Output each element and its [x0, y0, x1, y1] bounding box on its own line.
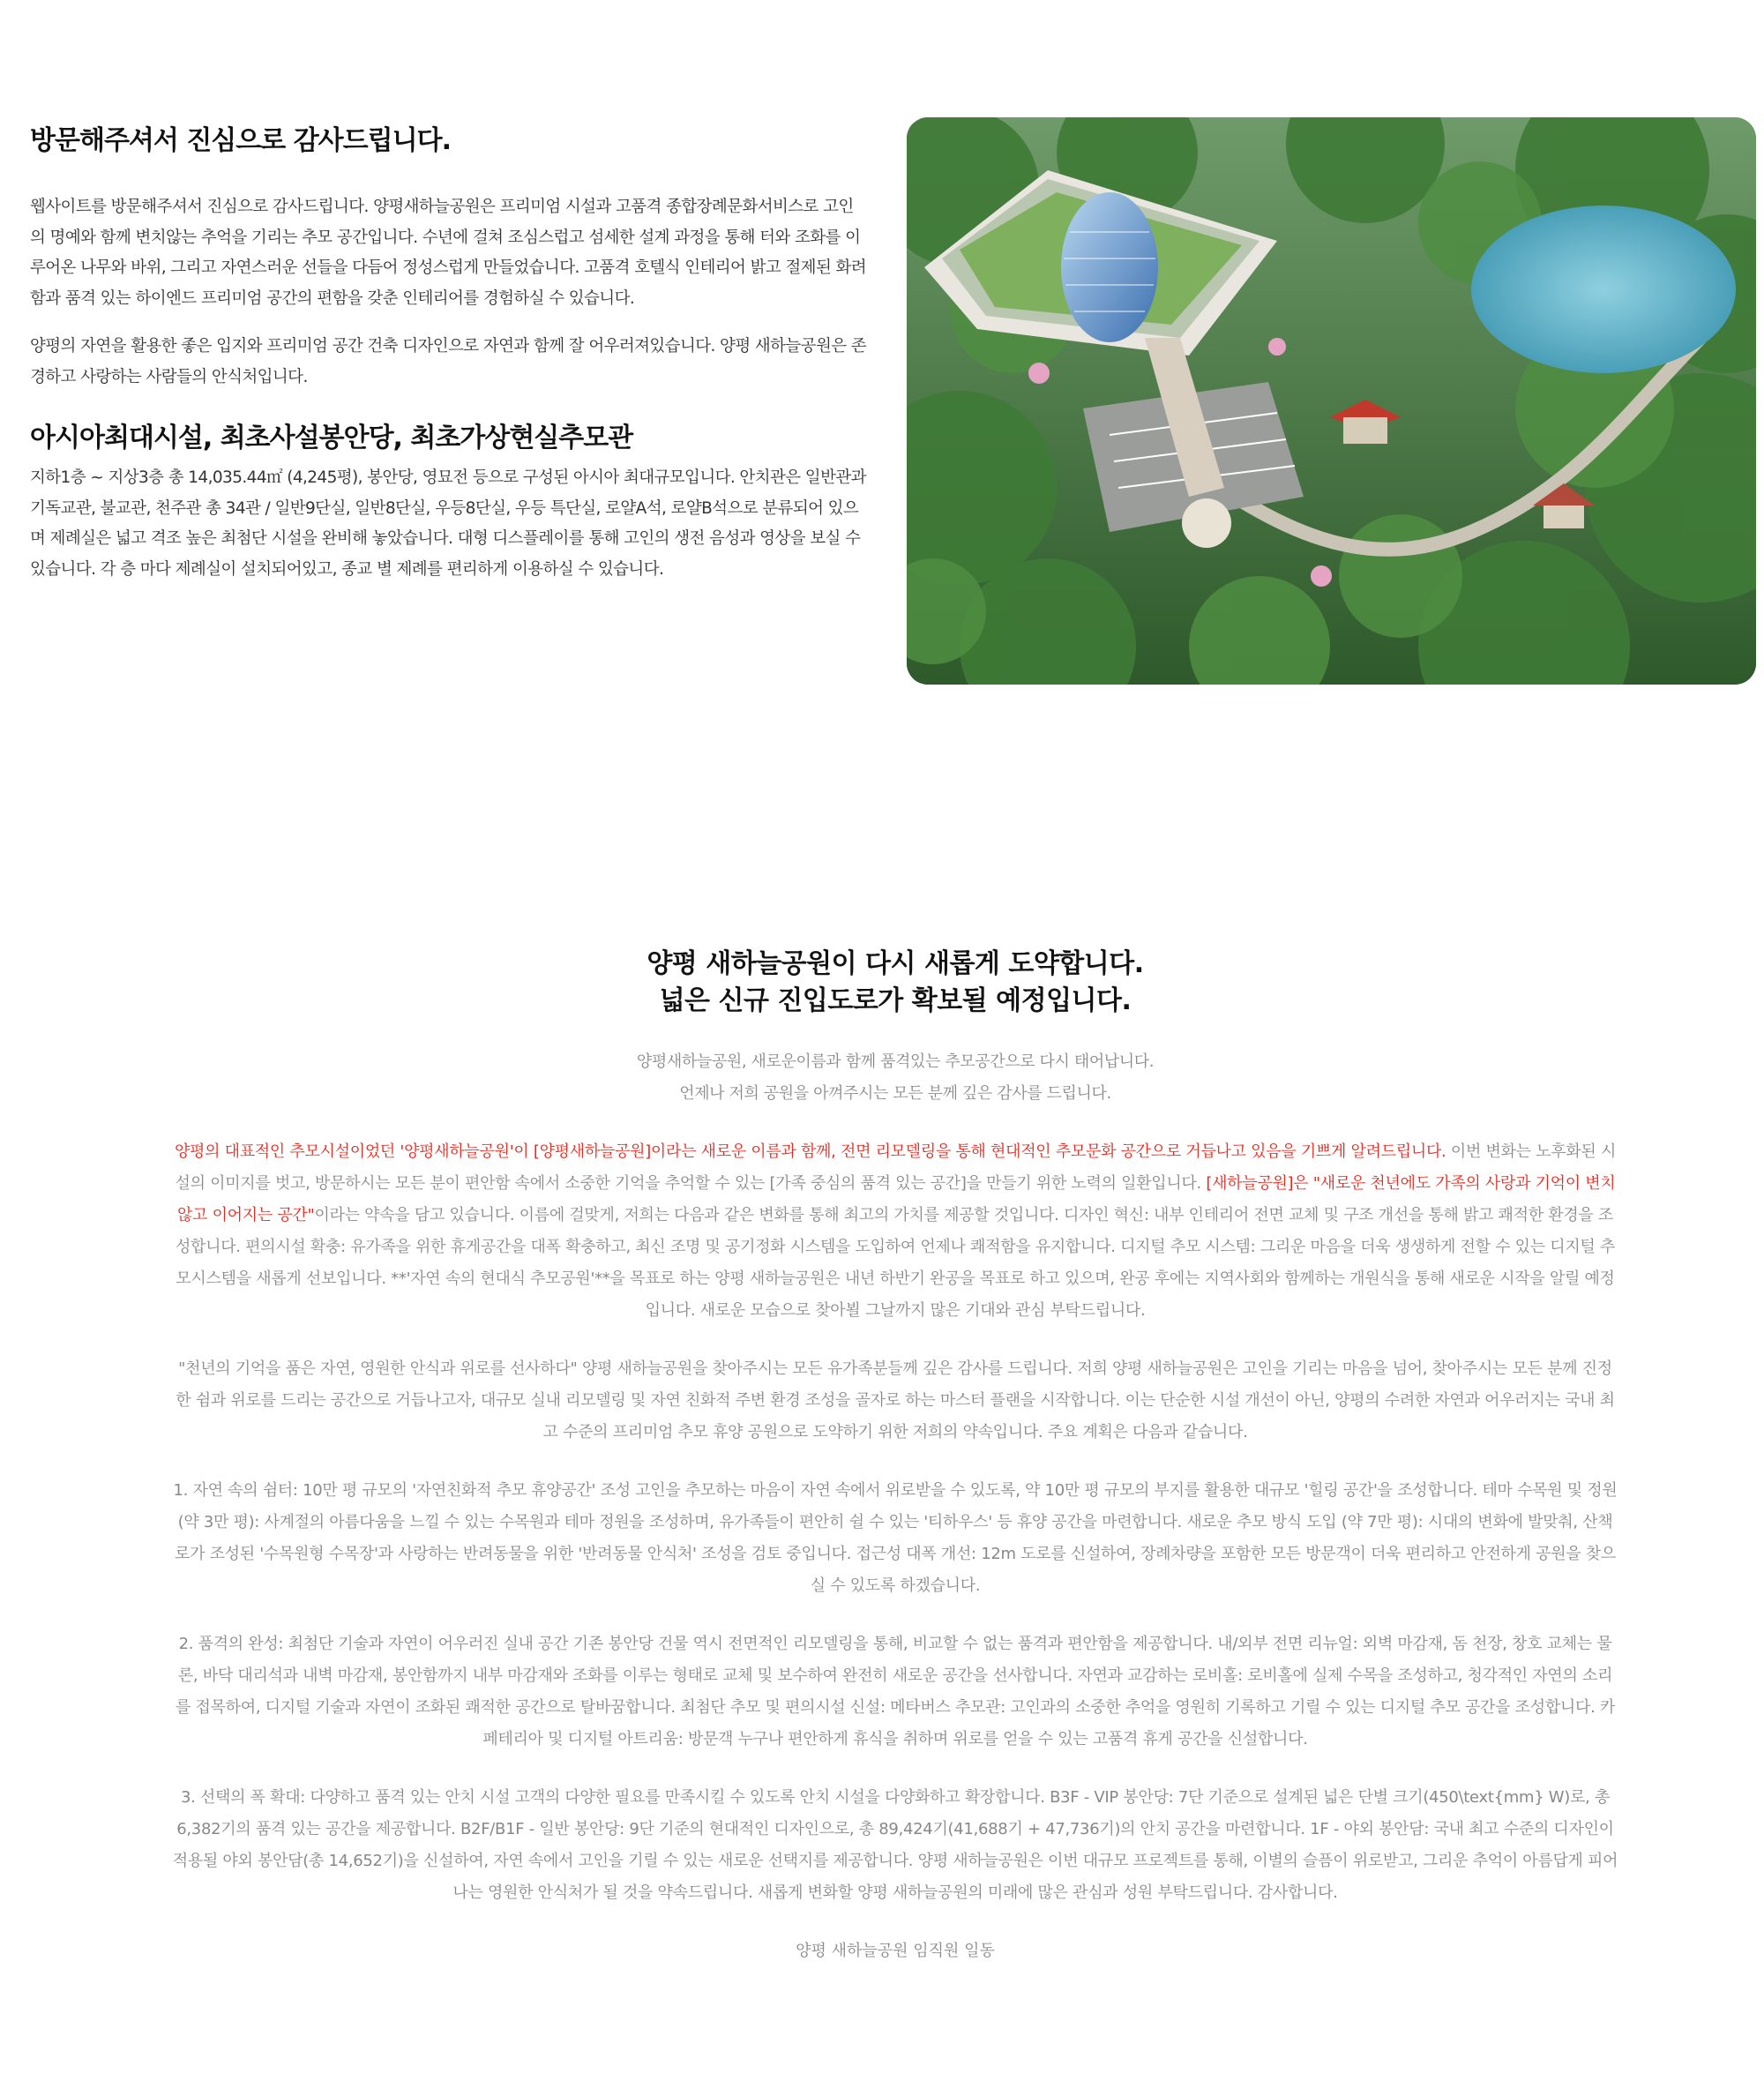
- plan-item-1: 1. 자연 속의 쉼터: 10만 평 규모의 '자연친화적 추모 휴양공간' 조성 고인을 추모하는 마음이 자연 속에서 위로받을 수 있도록, 약 10만 평 규모의 부지를 활용한 대규모 '힐링 공간'을 조성합니다. 테마 수목원 및 정원 (약 3만 평): 사계절의 아름다움을 느낄 수 있는 수목원과 테마 정원을 조성하며, 유가족들이 편안히 쉴 수 있는 '티하우스' 등 휴양 공간을 마련합니다. 새로운 추모 방식 도입 (약 7만 평): 시대의 변화에 발맞춰, 산책로가 조성된 '수목원형 수목장'과 사랑하는 반려동물을 위한 '반려동물 안식처' 조성을 검토 중입니다. 접근성 대폭 개선: 12m 도로를 신설하여, 장례차량을 포함한 모든 방문객이 더욱 편리하고 안전하게 공원을 찾으실 수 있도록 하겠습니다.: [173, 1481, 1618, 1595]
- intro-heading: 방문해주셔서 진심으로 감사드립니다.: [30, 125, 451, 156]
- facility-heading: 아시아최대시설, 최초사설봉안당, 최초가상현실추모관: [30, 423, 633, 453]
- renewal-highlight: 양평의 대표적인 추모시설이었던 '양평새하늘공원'이 [양평새하늘공원]이라는 새로운 이름과 함께, 전면 리모델링을 통해 현대적인 추모문화 공간으로 거듭나고 있음을 기쁘게 알려드립니다.: [174, 1142, 1446, 1161]
- lead-line-2: 언제나 저희 공원을 아껴주시는 모든 분께 깊은 감사를 드립니다.: [679, 1084, 1111, 1103]
- intro-section: [30, 124, 868, 585]
- announcement-title-line-2: 넓은 신규 진입도로가 확보될 예정입니다.: [659, 985, 1132, 1016]
- aerial-illustration: [907, 117, 1756, 685]
- intro-paragraph-1: 웹사이트를 방문해주셔서 진심으로 감사드립니다. 양평새하늘공원은 프리미엄 시설과 고품격 종합장례문화서비스로 고인의 명예와 함께 변치않는 추억을 기리는 추모 공간입니다. 수년에 걸쳐 조심스럽고 섬세한 설계 과정을 통해 터와 조화를 이루어온 나무와 바위, 그리고 자연스러운 선들을 다듬어 정성스럽게 만들었습니다. 고품격 호텔식 인테리어 밝고 절제된 화려함과 품격 있는 하이엔드 프리미엄 공간의 편함을 갖춘 인테리어를 경험하실 수 있습니다.: [30, 198, 867, 308]
- renewal-text-2: 이라는 약속을 담고 있습니다. 이름에 걸맞게, 저희는 다음과 같은 변화를 통해 최고의 가치를 제공할 것입니다. 디자인 혁신: 내부 인테리어 전면 교체 및 구조 개선을 통해 밝고 쾌적한 환경을 조성합니다. 편의시설 확충: 유가족을 위한 휴게공간을 대폭 확충하고, 최신 조명 및 공기정화 시스템을 도입하여 언제나 쾌적함을 유지합니다. 디지털 추모 시스템: 그리운 마음을 더욱 생생하게 전할 수 있는 디지털 추모시스템을 새롭게 선보입니다. **'자연 속의 현대식 추모공원'**을 목표로 하는 양평 새하늘공원은 내년 하반기 완공을 목표로 하고 있으며, 완공 후에는 지역사회와 함께하는 개원식을 통해 새로운 시작을 알릴 예정입니다. 새로운 모습으로 찾아뵐 그날까지 많은 기대와 관심 부탁드립니다.: [175, 1206, 1616, 1320]
- aerial-park-image: [907, 117, 1756, 685]
- promise-highlight: [새하늘공원]은 "새로운 천년에도 가족의 사랑과 기억이 변치 않고 이어지는 공간": [176, 1174, 1616, 1224]
- intro-paragraph-2: 양평의 자연을 활용한 좋은 입지와 프리미엄 공간 건축 디자인으로 자연과 함께 잘 어우러져있습니다. 양평 새하늘공원은 존경하고 사랑하는 사람들의 안식처입니다.: [30, 337, 867, 386]
- announcement-lead: [172, 1046, 1618, 1110]
- plan-item-3: 3. 선택의 폭 확대: 다양하고 품격 있는 안치 시설 고객의 다양한 필요를 만족시킬 수 있도록 안치 시설을 다양화하고 확장합니다. B3F - VIP 봉안당: 7단 기준으로 설계된 넓은 단별 크기(450\text{mm} W)로, 총 6,382기의 품격 있는 공간을 제공합니다. B2F/B1F - 일반 봉안당: 9단 기준의 현대적인 디자인으로, 총 89,424기(41,688기 + 47,736기)의 안치 공간을 마련합니다. 1F - 야외 봉안담: 국내 최고 수준의 디자인이 적용될 야외 봉안담(총 14,652기)을 신설하여, 자연 속에서 고인을 기릴 수 있는 새로운 선택지를 제공합니다. 양평 새하늘공원은 이번 대규모 프로젝트를 통해, 이별의 슬픔이 위로받고, 그리운 추억이 아름답게 피어나는 영원한 안식처가 될 것을 약속드립니다. 새롭게 변화할 양평 새하늘공원의 미래에 많은 관심과 성원 부탁드립니다. 감사합니다.: [172, 1788, 1618, 1902]
- plan-item-2: 2. 품격의 완성: 최첨단 기술과 자연이 어우러진 실내 공간 기존 봉안당 건물 역시 전면적인 리모델링을 통해, 비교할 수 없는 품격과 편안함을 제공합니다. 내/외부 전면 리뉴얼: 외벽 마감재, 돔 천장, 창호 교체는 물론, 바닥 대리석과 내벽 마감재, 봉안함까지 내부 마감재와 조화를 이루는 형태로 교체 및 보수하여 완전히 새로운 공간을 선사합니다. 자연과 교감하는 로비홀: 로비홀에 실제 수목을 조성하고, 청각적인 자연의 소리를 접목하여, 디지털 기술과 자연이 조화된 쾌적한 공간으로 탈바꿈합니다. 최첨단 추모 및 편의시설 신설: 메타버스 추모관: 고인과의 소중한 추억을 영원히 기록하고 기릴 수 있는 디지털 추모 공간을 조성합니다. 카페테리아 및 디지털 아트리움: 방문객 누구나 편안하게 휴식을 취하며 위로를 얻을 수 있는 고품격 휴게 공간을 신설합니다.: [175, 1635, 1616, 1748]
- masterplan-paragraph: "천년의 기억을 품은 자연, 영원한 안식과 위로를 선사하다" 양평 새하늘공원을 찾아주시는 모든 유가족분들께 깊은 감사를 드립니다. 저희 양평 새하늘공원은 고인을 기리는 마음을 넘어, 찾아주시는 모든 분께 진정한 쉼과 위로를 드리는 공간으로 거듭나고자, 대규모 실내 리모델링 및 자연 친화적 주변 환경 조성을 골자로 하는 마스터 플랜을 시작합니다. 이는 단순한 시설 개선이 아닌, 양평의 수려한 자연과 어우러지는 국내 최고 수준의 프리미엄 추모 휴양 공원으로 도약하기 위한 저희의 약속입니다. 주요 계획은 다음과 같습니다.: [176, 1359, 1615, 1441]
- facility-paragraph: 지하1층 ~ 지상3층 총 14,035.44㎡ (4,245평), 봉안당, 영묘전 등으로 구성된 아시아 최대규모입니다. 안치관은 일반관과 기독교관, 불교관, 천주관 총 34관 / 일반9단실, 일반8단실, 우등8단실, 우등 특단실, 로얄A석, 로얄B석으로 분류되어 있으며 제례실은 넓고 격조 높은 최첨단 시설을 완비해 놓았습니다. 대형 디스플레이를 통해 고인의 생전 음성과 영상을 보실 수 있습니다. 각 층 마다 제례실이 설치되어있고, 종교 별 제례를 편리하게 이용하실 수 있습니다.: [30, 468, 866, 579]
- renewal-text-1: 이번 변화는 노후화된 시설의 이미지를 벗고, 방문하시는 모든 분이 편안함 속에서 소중한 기억을 추억할 수 있는 [가족 중심의 품격 있는 공간]을 만들기 위한 노력의 일환입니다.: [175, 1142, 1617, 1193]
- lead-line-1: 양평새하늘공원, 새로운이름과 함께 품격있는 추모공간으로 다시 태어납니다.: [636, 1052, 1155, 1071]
- announcement-title: [172, 946, 1618, 1020]
- renewal-paragraph: [172, 1136, 1618, 1327]
- announcement-title-line-1: 양평 새하늘공원이 다시 새롭게 도약합니다.: [647, 948, 1144, 979]
- signature: 양평 새하늘공원 임직원 일동: [796, 1942, 995, 1960]
- announcement-section: [172, 946, 1618, 1967]
